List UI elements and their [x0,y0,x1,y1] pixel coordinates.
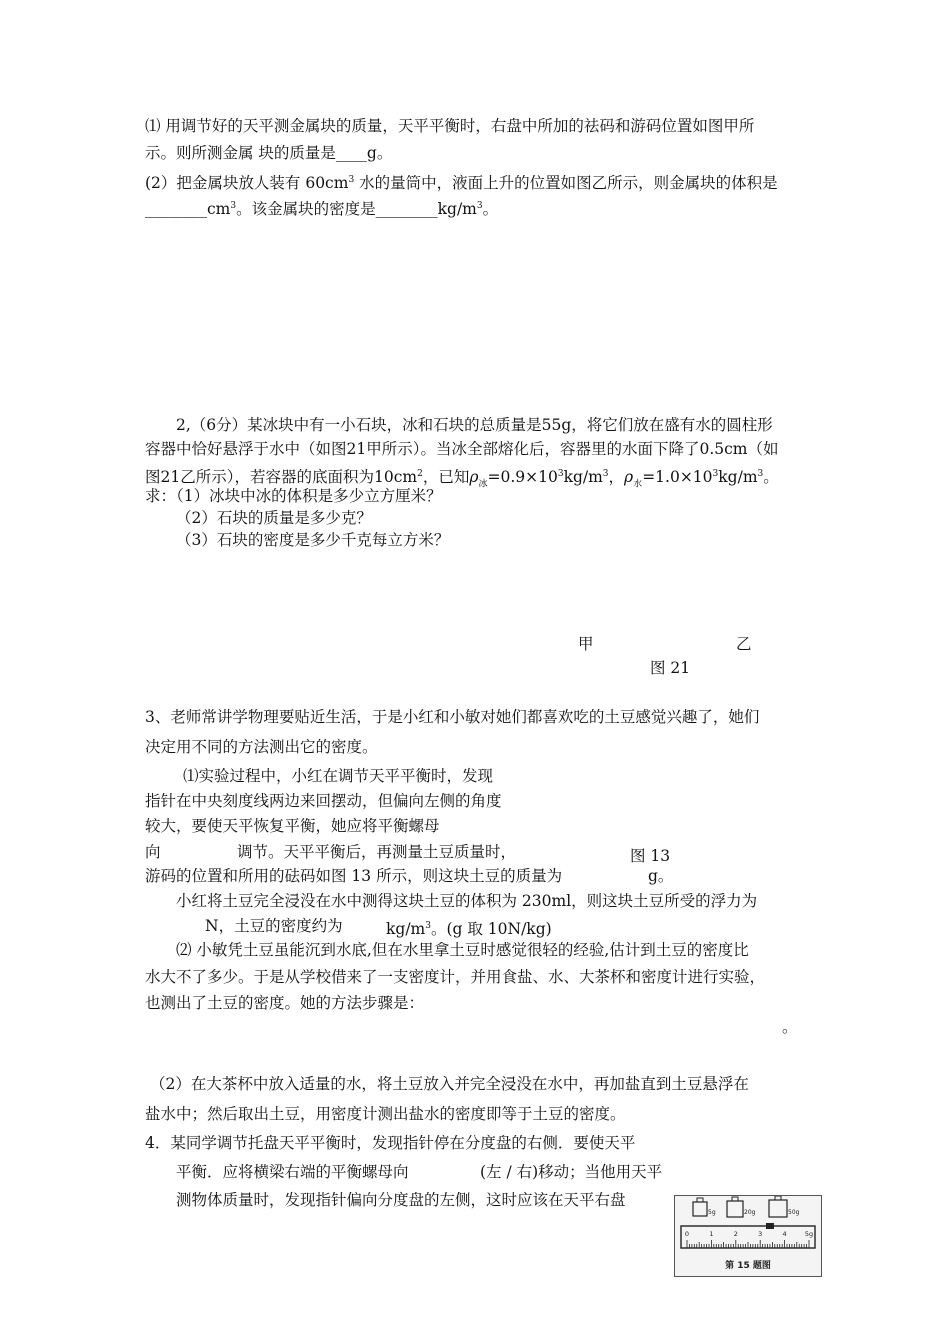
scale-label: 5g [804,1230,814,1238]
figure-15-caption: 第 15 题图 [725,1261,771,1271]
scale-label: 2 [733,1230,738,1238]
q2-line1: 2,（6分）某冰块中有一小石块，冰和石块的总质量是55g，将它们放在盛有水的圆柱形 [176,416,773,434]
scale-label: 1 [709,1230,714,1238]
fig13-caption: 图 13 [630,847,671,865]
q3-answer-line1: （2）在大茶杯中放入适量的水，将土豆放入并完全浸没在水中，再加盐直到土豆悬浮在 [150,1075,749,1093]
weight-5g-label: 5g [708,1209,716,1216]
q3-line11: 水大不了多少。于是从学校借来了一支密度计，并用食盐、水、大茶杯和密度计进行实验， [145,968,766,986]
q2-ask1: 求：（1）冰块中冰的体积是多少立方厘米？ [145,487,442,505]
weight-50g-icon [769,1196,800,1217]
fig21-caption: 图 21 [650,659,691,677]
scale-label: 4 [782,1230,787,1238]
q3-line6b: 调节。天平平衡后，再测量土豆质量时， [237,843,517,861]
q3-line5: 较大，要使天平恢复平衡，她应将平衡螺母 [145,817,440,835]
weight-5g-icon [693,1198,716,1216]
q4-line2a: 平衡．应将横梁右端的平衡螺母向 [176,1163,409,1181]
q1-line2: 示。则所测金属 块的质量是____g。 [145,144,393,162]
q3-answer-line2: 盐水中；然后取出土豆，用密度计测出盐水的密度即等于土豆的密度。 [145,1105,626,1123]
q3-line6a: 向 [145,843,161,861]
q4-line1: 4．某同学调节托盘天平平衡时，发现指针停在分度盘的右侧．要使天平 [145,1134,636,1152]
figure-15-drawing [675,1196,821,1276]
rider-marker [766,1223,774,1229]
q3-line1: 3、老师常讲学物理要贴近生活，于是小红和小敏对她们都喜欢吃的土豆感觉兴趣了，她们 [145,708,760,726]
q1-line4: $\_\_\_\_\_\_\_\_cm^3$。该金属块的密度是$\_\_\_\_\_\_\_\_kg/m^3$。 [145,200,499,219]
q2-line3: 图21乙所示），若容器的底面积为$10cm^2$，已知$\rho_冰=0.9\times 10^3kg/m^3$，$\rho_水=1.0\times 10^3kg/m^3$。 [145,468,779,490]
fig21-label-yi: 乙 [736,635,752,653]
q3-line3: ⑴实验过程中，小红在调节天平平衡时，发现 [183,767,494,785]
q4-line3: 测物体质量时，发现指针偏向分度盘的左侧，这时应该在天平右盘 [176,1191,626,1209]
q3-line4: 指针在中央刻度线两边来回摆动，但偏向左侧的角度 [145,792,502,810]
rider-scale-labels [685,1230,813,1238]
q3-line8: 小红将土豆完全浸没在水中测得这块土豆的体积为 230ml，则这块土豆所受的浮力为 [176,892,758,910]
scale-label: 3 [758,1230,763,1238]
q2-ask3: （3）石块的密度是多少千克每立方米？ [176,531,450,549]
q3-dot: 。 [782,1018,798,1036]
q3-line9a: N，土豆的密度约为 [205,917,343,935]
weight-20g-label: 20g [744,1209,756,1216]
rider-scale-ticks [687,1240,809,1248]
weight-50g-label: 50g [788,1209,800,1216]
q3-line9b: $kg/m^3$。(g 取 10N/kg) [386,920,552,939]
weight-20g-icon [727,1197,756,1217]
scale-label: 0 [684,1230,690,1238]
q3-line12: 也测出了土豆的密度。她的方法步骤是： [145,994,425,1012]
figure-15 [674,1195,822,1277]
q1-line3: (2）把金属块放人装有 $60cm^3$ 水的量筒中，液面上升的位置如图乙所示，则金属块的体积是 [145,174,778,193]
q2-line2: 容器中恰好悬浮于水中（如图21甲所示）。当冰全部熔化后，容器里的水面下降了0.5cm（如 [145,440,779,458]
q1-line1: ⑴ 用调节好的天平测金属块的质量，天平平衡时，右盘中所加的祛码和游码位置如图甲所 [145,117,755,135]
q3-line7-unit: g。 [648,867,674,885]
q3-line7: 游码的位置和所用的砝码如图 13 所示，则这块土豆的质量为 [145,867,563,885]
q3-line10: ⑵ 小敏凭土豆虽能沉到水底,但在水里拿土豆时感觉很轻的经验,估计到土豆的密度比 [176,941,749,959]
q4-line2b: (左 / 右)移动；当他用天平 [480,1163,663,1181]
q3-line2: 决定用不同的方法测出它的密度。 [145,738,378,756]
fig21-label-jia: 甲 [578,635,594,653]
q2-ask2: （2）石块的质量是多少克？ [176,509,372,527]
